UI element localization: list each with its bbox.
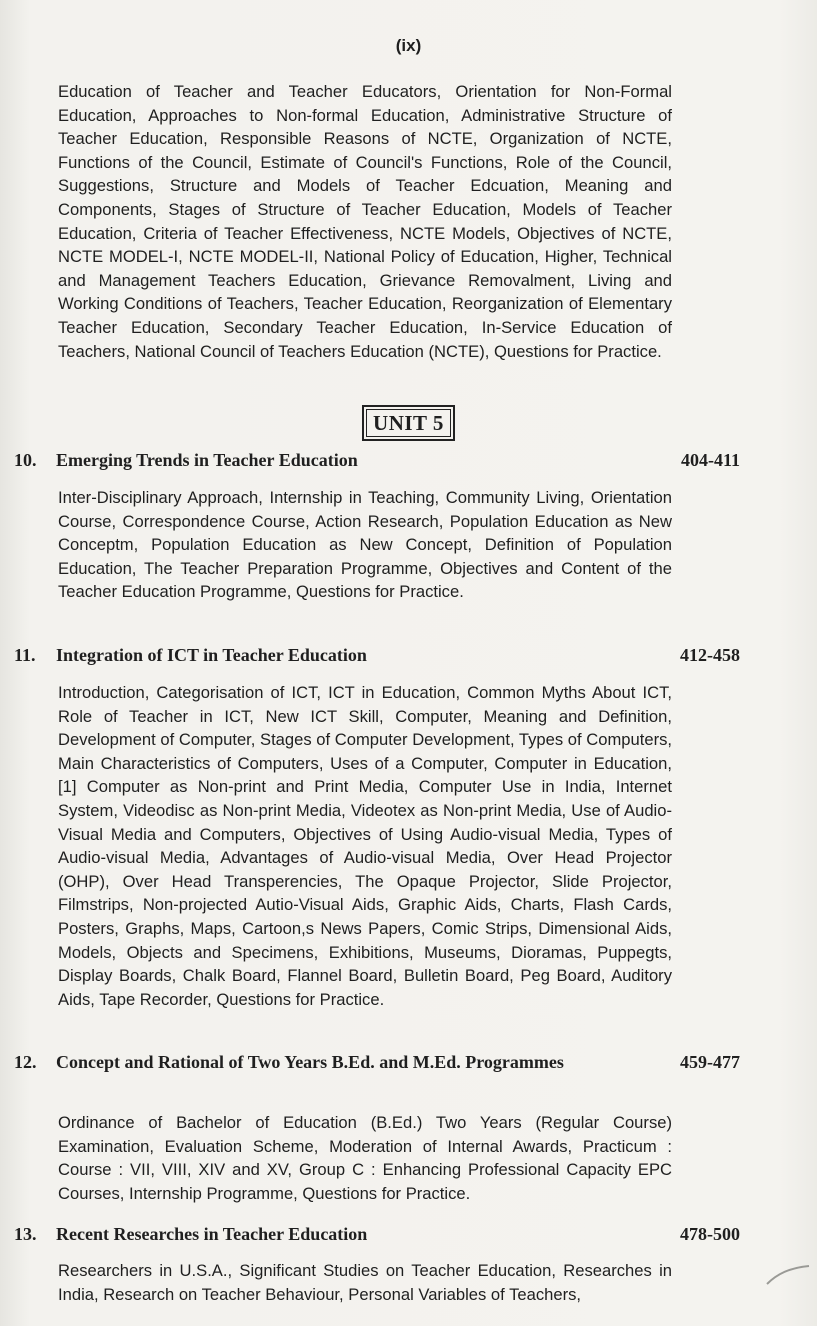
chapter-description-11: Introduction, Categorisation of ICT, ICT in Education, Common Myths About ICT, Role of Teacher in ICT, New ICT Skill, Computer, Meaning and Definition, Development of Computer, Stages of Computer Development, Types of Computers, Main Characteristics of Computers, Uses of a Computer, Computer in Education, [1] Computer as Non-print and Print Media, Computer Use in India, Internet System, Videodisc as Non-print Media, Videotex as Non-print Media, Use of Audio-Visual Media and Computers, Objectives of Using Audio-visual Media, Types of Audio-visual Media, Advantages of Audio-visual Media, Over Head Projector (OHP), Over Head Transperencies, The Opaque Projector, Slide Projector, Filmstrips, Non-projected Autio-Visual Aids, Graphic Aids, Charts, Flash Cards, Posters, Graphs, Maps, Cartoon,s News Papers, Comic Strips, Dimensional Aids, Models, Objects and Specimens, Exhibitions, Museums, Dioramas, Puppegts, Display Boards, Chalk Board, Flannel Board, Bulletin Board, Peg Board, Auditory Aids, Tape Recorder, Questions for Practice. bbox=[58, 683, 672, 1009]
chapter-title: Integration of ICT in Teacher Education bbox=[56, 645, 367, 665]
unit-heading bbox=[0, 405, 817, 441]
chapter-number: 13. bbox=[14, 1224, 37, 1244]
chapter-description-10: Inter-Disciplinary Approach, Internship in Teaching, Community Living, Orientation Course, Correspondence Course, Action Research, Population Education as New Conceptm, Population Education as New Concept, Definition of Population Education, The Teacher Preparation Programme, Objectives and Content of the Teacher Education Programme, Questions for Practice. bbox=[58, 488, 672, 602]
chapter-number: 12. bbox=[14, 1052, 37, 1072]
chapter-number: 10. bbox=[14, 450, 37, 470]
chapter-description-12: Ordinance of Bachelor of Education (B.Ed.) Two Years (Regular Course) Examination, Evaluation Scheme, Moderation of Internal Awards, Practicum : Course : VII, VIII, XIV and XV, Group C : Enhancing Professional Capacity EPC Courses, Internship Programme, Questions for Practice. bbox=[58, 1113, 672, 1203]
unit-label: UNIT 5 bbox=[366, 409, 451, 437]
chapter-description-13: Researchers in U.S.A., Significant Studies on Teacher Education, Researches in India, Research on Teacher Behaviour, Personal Variables of Teachers, bbox=[58, 1261, 672, 1304]
intro-paragraph: Education of Teacher and Teacher Educators, Orientation for Non-Formal Education, Approaches to Non-formal Education, Administrative Structure of Teacher Education, Responsible Reasons of NCTE, Organization of NCTE, Functions of the Council, Estimate of Council's Functions, Role of the Council, Suggestions, Structure and Models of Teacher Edcuation, Meaning and Components, Stages of Structure of Teacher Education, Models of Teacher Education, Criteria of Teacher Effectiveness, NCTE Models, Objectives of NCTE, NCTE MODEL-I, NCTE MODEL-II, National Policy of Education, Higher, Technical and Management Teachers Education, Grievance Removalment, Living and Working Conditions of Teachers, Teacher Education, Reorganization of Elementary Teacher Education, Secondary Teacher Education, In-Service Education of Teachers, National Council of Teachers Education (NCTE), Questions for Practice. bbox=[58, 82, 672, 361]
unit-box bbox=[362, 405, 455, 441]
chapter-pages: 404-411 bbox=[680, 450, 740, 470]
chapter-pages: 459-477 bbox=[680, 1052, 740, 1072]
chapter-title: Recent Researches in Teacher Education bbox=[56, 1224, 368, 1244]
chapter-title: Emerging Trends in Teacher Education bbox=[56, 450, 358, 470]
page-number: (ix) bbox=[395, 36, 422, 55]
pen-mark-icon bbox=[765, 1262, 811, 1288]
chapter-title: Concept and Rational of Two Years B.Ed. and M.Ed. Programmes bbox=[56, 1052, 564, 1072]
chapter-number: 11. bbox=[14, 645, 36, 665]
chapter-pages: 478-500 bbox=[680, 1224, 740, 1244]
chapter-pages: 412-458 bbox=[680, 645, 740, 665]
